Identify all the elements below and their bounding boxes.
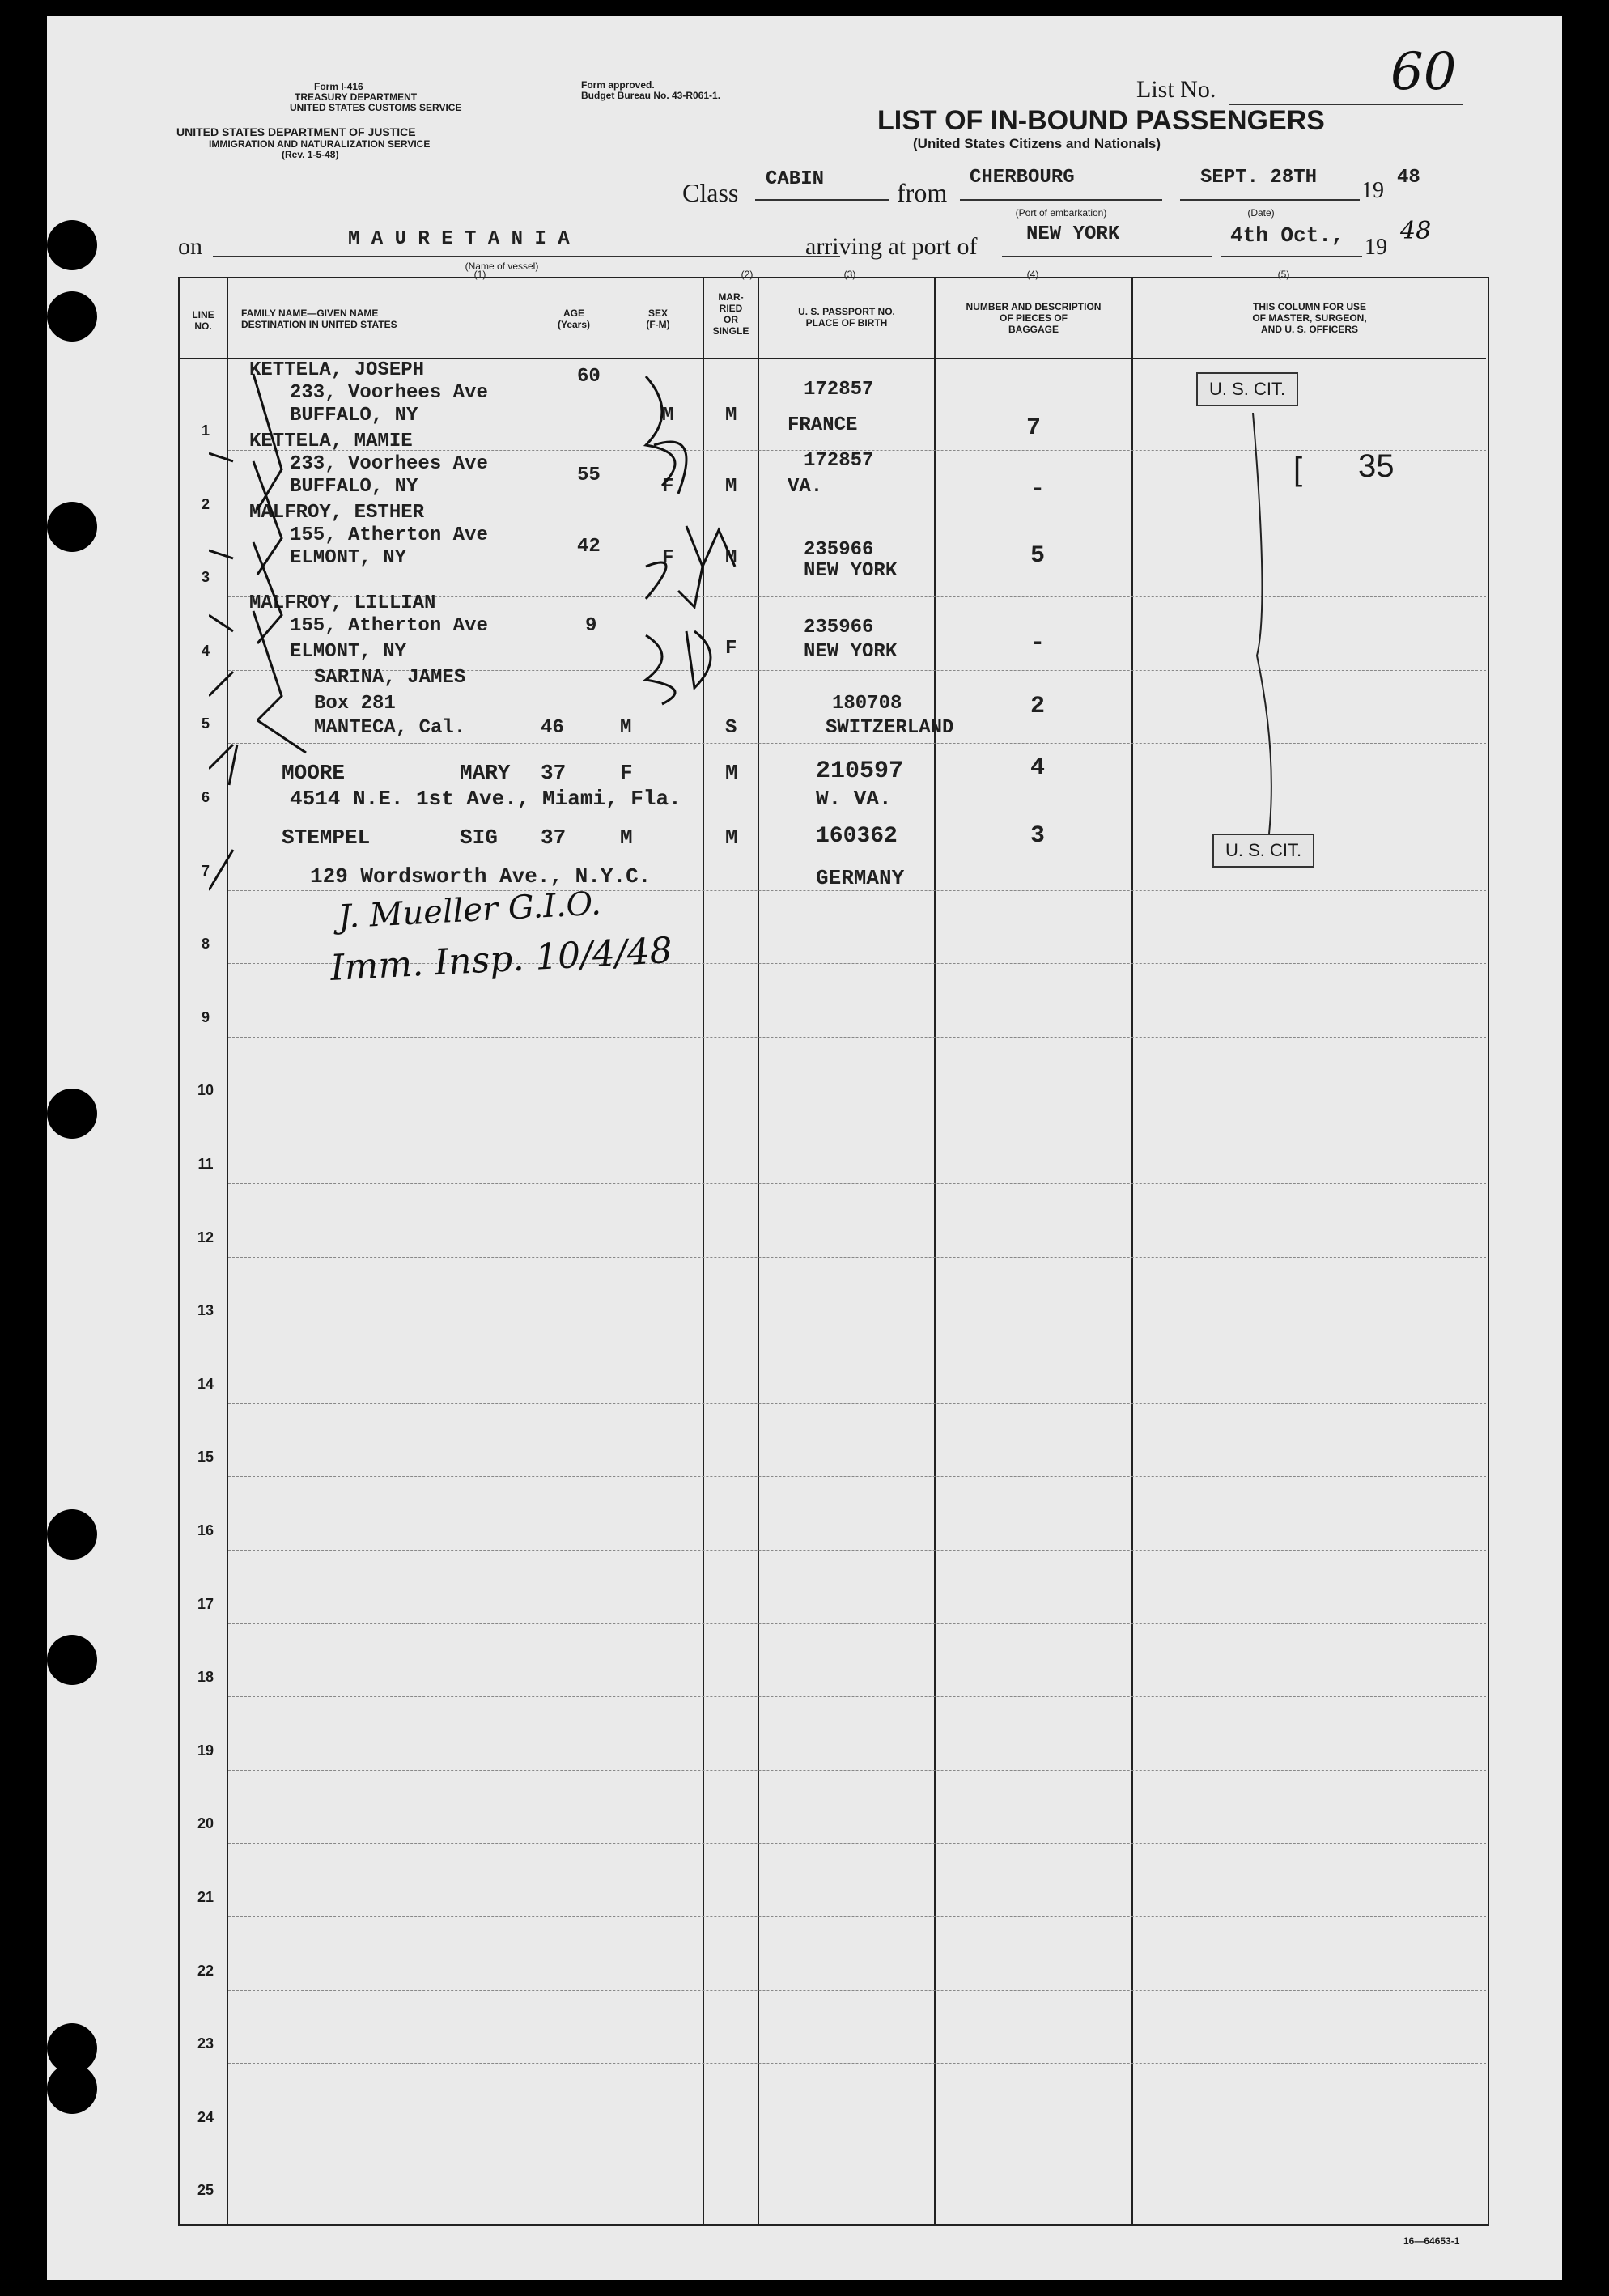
passport-number: 172857 <box>804 379 874 401</box>
line-number: 17 <box>197 1595 214 1612</box>
row-separator <box>228 1990 1486 1991</box>
passenger-address: 233, Voorhees Ave <box>290 382 488 404</box>
passenger-name: MALFROY, LILLIAN <box>249 592 436 614</box>
passenger-city: ELMONT, NY <box>290 641 407 663</box>
vessel-name: M A U R E T A N I A <box>348 228 570 250</box>
baggage-count: 2 <box>1030 693 1046 720</box>
passenger-address: 129 Wordsworth Ave., N.Y.C. <box>310 864 652 889</box>
arrival-year-prefix: 19 <box>1365 235 1387 260</box>
passenger-name: STEMPEL <box>282 825 371 850</box>
passenger-city: BUFFALO, NY <box>290 476 418 498</box>
us-citizen-stamp: U. S. CIT. <box>1196 372 1298 406</box>
vessel-caption: (Name of vessel) <box>465 261 539 272</box>
row-separator <box>228 1183 1486 1184</box>
passport-number: 160362 <box>816 824 898 849</box>
list-no-value: 60 <box>1390 42 1457 102</box>
passport-number: 180708 <box>832 693 902 715</box>
header-marital: MAR- RIED OR SINGLE <box>712 291 749 337</box>
baggage-count: 7 <box>1026 414 1042 442</box>
baggage-count: 3 <box>1030 822 1046 850</box>
passenger-name: SARINA, JAMES <box>314 667 466 689</box>
line-number: 19 <box>197 1742 214 1759</box>
treasury-dept: TREASURY DEPARTMENT <box>295 91 418 103</box>
passenger-address: Box 281 <box>314 693 396 715</box>
passport-number: 235966 <box>804 617 874 639</box>
row-separator <box>228 1403 1486 1404</box>
passenger-city: BUFFALO, NY <box>290 405 418 427</box>
arrival-date: 4th Oct., <box>1230 223 1344 248</box>
line-number: 14 <box>197 1375 214 1392</box>
line-number: 11 <box>197 1156 214 1172</box>
line-number: 5 <box>201 715 210 732</box>
header-baggage: NUMBER AND DESCRIPTION OF PIECES OF BAGGAGE <box>966 301 1102 335</box>
passport-number: 210597 <box>816 758 904 785</box>
date-caption: (Date) <box>1247 207 1275 219</box>
inspector-signature: J. Mueller G.I.O. <box>338 885 602 936</box>
passenger-address: 155, Atherton Ave <box>290 615 488 637</box>
passport-number: 235966 <box>804 539 874 561</box>
passport-number: 172857 <box>804 450 874 472</box>
line-number: 21 <box>197 1889 214 1905</box>
line-number: 12 <box>197 1229 214 1246</box>
revision: (Rev. 1-5-48) <box>282 149 339 160</box>
passenger-address: 4514 N.E. 1st Ave., Miami, Fla. <box>290 787 681 811</box>
passenger-given-name: SIG <box>460 825 498 850</box>
annotation-35: 35 <box>1358 448 1395 484</box>
port-embark-caption: (Port of embarkation) <box>1015 207 1107 219</box>
class-value: CABIN <box>766 168 825 190</box>
passenger-name: MOORE <box>282 761 346 785</box>
form-subtitle: (United States Citizens and Nationals) <box>913 136 1161 151</box>
line-number: 9 <box>201 1008 210 1025</box>
passenger-marital: M <box>725 761 738 785</box>
form-approved: Form approved. <box>581 79 655 91</box>
us-citizen-stamp: U. S. CIT. <box>1212 834 1314 868</box>
column-number: (3) <box>843 269 856 280</box>
line-number: 15 <box>197 1449 214 1466</box>
passenger-sex: M <box>662 405 674 427</box>
budget-bureau: Budget Bureau No. 43-R061-1. <box>581 90 721 101</box>
line-number: 18 <box>197 1669 214 1686</box>
baggage-count: 4 <box>1030 754 1046 782</box>
handwritten-marks <box>209 364 759 947</box>
line-number: 13 <box>197 1302 214 1319</box>
passenger-age: 37 <box>541 761 567 785</box>
baggage-count: 5 <box>1030 542 1046 570</box>
passenger-sex: F <box>620 761 633 785</box>
passenger-age: 37 <box>541 825 567 850</box>
place-of-birth: W. VA. <box>816 787 892 811</box>
passenger-sex: M <box>620 825 633 850</box>
departure-date: SEPT. 28TH <box>1200 167 1318 189</box>
passenger-address: 155, Atherton Ave <box>290 524 488 546</box>
baggage-count: - <box>1030 476 1046 503</box>
header-sex: SEX (F-M) <box>646 308 670 330</box>
passenger-marital: M <box>725 476 737 498</box>
form-title: LIST OF IN-BOUND PASSENGERS <box>877 105 1325 136</box>
row-separator <box>228 1550 1486 1551</box>
line-number: 10 <box>197 1082 214 1099</box>
line-number: 4 <box>201 642 210 659</box>
passenger-name: KETTELA, JOSEPH <box>249 359 425 381</box>
passenger-sex: F <box>662 547 674 569</box>
footer-code: 16—64653-1 <box>1403 2235 1460 2247</box>
list-no-label: List No. <box>1136 76 1216 103</box>
passenger-sex: M <box>620 717 632 739</box>
passenger-marital: F <box>725 638 737 660</box>
row-separator <box>228 2063 1486 2064</box>
line-number: 23 <box>197 2035 214 2052</box>
passenger-marital: M <box>725 825 738 850</box>
line-number: 20 <box>197 1815 214 1832</box>
passenger-age: 60 <box>577 366 601 388</box>
column-number: (5) <box>1277 269 1290 280</box>
passenger-age: 46 <box>541 717 564 739</box>
bracket-mark: [ <box>1293 452 1303 487</box>
header-passport: U. S. PASSPORT NO. PLACE OF BIRTH <box>798 306 895 329</box>
row-separator <box>228 1843 1486 1844</box>
year-value: 48 <box>1397 167 1420 189</box>
form-number: Form I-416 <box>314 81 363 92</box>
passenger-marital: S <box>725 717 737 739</box>
punch-hole <box>47 220 97 270</box>
ins-service: IMMIGRATION AND NATURALIZATION SERVICE <box>209 138 431 150</box>
line-number: 2 <box>201 495 210 512</box>
passenger-name: MALFROY, ESTHER <box>249 502 425 524</box>
row-separator <box>228 1916 1486 1917</box>
column-number: (4) <box>1026 269 1039 280</box>
passenger-city: ELMONT, NY <box>290 547 407 569</box>
place-of-birth: FRANCE <box>788 414 858 436</box>
row-separator <box>228 1696 1486 1697</box>
header-name: FAMILY NAME—GIVEN NAME DESTINATION IN UNITED STATES <box>241 308 397 330</box>
place-of-birth: SWITZERLAND <box>826 717 954 739</box>
arriving-label: arriving at port of <box>805 233 978 260</box>
punch-hole <box>47 291 97 342</box>
passenger-address: 233, Voorhees Ave <box>290 453 488 475</box>
passenger-city: MANTECA, Cal. <box>314 717 466 739</box>
line-number: 22 <box>197 1962 214 1979</box>
inspector-date: Imm. Insp. 10/4/48 <box>329 929 673 990</box>
column-number: (2) <box>741 269 754 280</box>
from-label: from <box>897 178 948 207</box>
from-value: CHERBOURG <box>970 167 1075 189</box>
arrival-port: NEW YORK <box>1026 223 1120 245</box>
baggage-count: - <box>1030 630 1046 657</box>
place-of-birth: GERMANY <box>816 866 905 890</box>
line-number: 1 <box>201 422 210 439</box>
line-number: 16 <box>197 1522 214 1538</box>
place-of-birth: NEW YORK <box>804 560 898 582</box>
line-number: 25 <box>197 2182 214 2199</box>
row-separator <box>228 1476 1486 1477</box>
punch-hole <box>47 502 97 552</box>
on-label: on <box>178 233 202 260</box>
punch-hole <box>47 2064 97 2114</box>
punch-hole <box>47 1089 97 1139</box>
line-number: 7 <box>201 862 210 879</box>
passenger-age: 55 <box>577 465 601 486</box>
line-number: 8 <box>201 936 210 953</box>
passenger-marital: M <box>725 405 737 427</box>
punch-hole <box>47 1635 97 1685</box>
passenger-marital: M <box>725 547 737 569</box>
year-prefix: 19 <box>1361 178 1384 203</box>
customs-service: UNITED STATES CUSTOMS SERVICE <box>290 102 462 113</box>
punch-hole <box>47 1509 97 1560</box>
row-separator <box>228 1770 1486 1771</box>
row-separator <box>228 1623 1486 1624</box>
place-of-birth: VA. <box>788 476 823 498</box>
passenger-age: 9 <box>585 615 597 637</box>
document-sheet <box>47 16 1562 2280</box>
place-of-birth: NEW YORK <box>804 641 898 663</box>
line-number: 24 <box>197 2108 214 2125</box>
header-age: AGE (Years) <box>557 308 591 330</box>
passenger-age: 42 <box>577 536 601 558</box>
class-label: Class <box>682 178 739 207</box>
justice-dept: UNITED STATES DEPARTMENT OF JUSTICE <box>176 125 416 138</box>
passenger-sex: F <box>662 476 674 498</box>
passenger-name: KETTELA, MAMIE <box>249 431 413 452</box>
line-number: 6 <box>201 789 210 805</box>
header-line-no: LINE NO. <box>192 309 214 332</box>
stamp-connector-line <box>1245 413 1293 842</box>
arrival-year-value: 48 <box>1400 217 1432 245</box>
line-number: 3 <box>201 569 210 586</box>
header-officers: THIS COLUMN FOR USE OF MASTER, SURGEON, AND U. S. OFFICERS <box>1252 301 1367 335</box>
column-number: (1) <box>473 269 486 280</box>
passenger-given-name: MARY <box>460 761 511 785</box>
row-separator <box>228 1257 1486 1258</box>
row-separator <box>228 1037 1486 1038</box>
